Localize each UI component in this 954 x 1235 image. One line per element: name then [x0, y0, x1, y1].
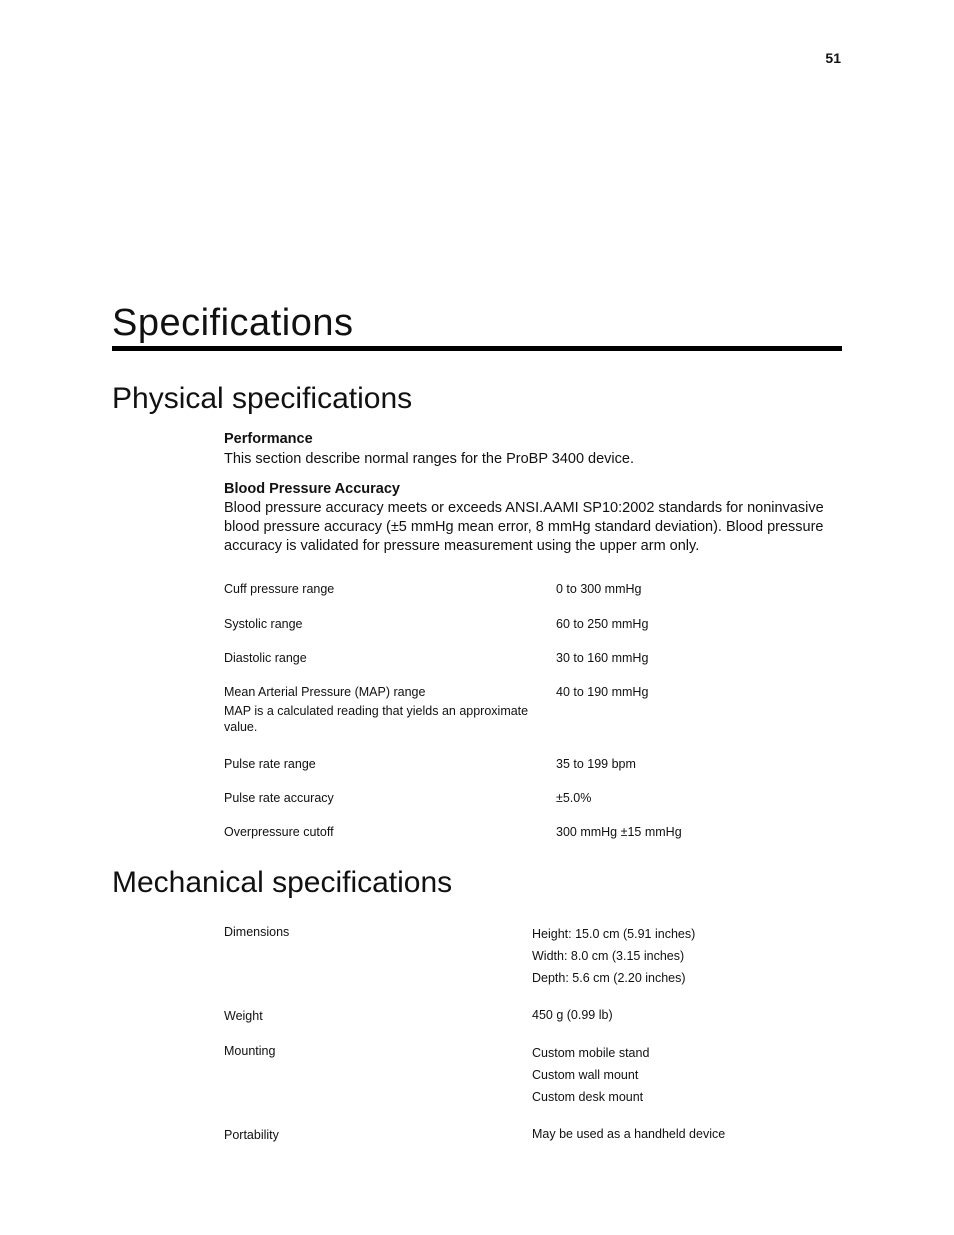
spec-label-cuff-pressure: Cuff pressure range [224, 582, 335, 596]
chapter-rule [112, 346, 842, 351]
physical-section-title: Physical specifications [112, 382, 413, 415]
spec-value-pulse-range: 35 to 199 bpm [556, 757, 636, 771]
spec-note-map: MAP is a calculated reading that yields an approximate value. [224, 704, 529, 734]
weight-value: 450 g (0.99 lb) [532, 1008, 613, 1022]
spec-value-cuff-pressure: 0 to 300 mmHg [556, 582, 642, 596]
dimension-depth: Depth: 5.6 cm (2.20 inches) [532, 971, 686, 985]
mech-label-weight: Weight [224, 1009, 263, 1023]
accuracy-text: Blood pressure accuracy meets or exceeds ANSI.AAMI SP10:2002 standards for noninvasive blood pressure accuracy (±5 mmHg mean error, 8 mmHg standard deviation). Blood pressure accuracy is validated for pressure measurement using the upper arm only. [224, 500, 824, 554]
mech-label-portability: Portability [224, 1128, 279, 1142]
portability-value: May be used as a handheld device [532, 1127, 726, 1141]
spec-label-diastolic: Diastolic range [224, 651, 307, 665]
spec-label-map: Mean Arterial Pressure (MAP) range [224, 685, 426, 699]
mounting-wall-mount: Custom wall mount [532, 1068, 639, 1082]
mounting-mobile-stand: Custom mobile stand [532, 1046, 650, 1060]
spec-value-diastolic: 30 to 160 mmHg [556, 651, 649, 665]
mounting-desk-mount: Custom desk mount [532, 1090, 644, 1104]
mech-label-mounting: Mounting [224, 1044, 276, 1058]
spec-value-map: 40 to 190 mmHg [556, 685, 649, 699]
page-number: 51 [825, 50, 841, 66]
chapter-title: Specifications [112, 302, 354, 344]
mech-value-mounting [532, 1042, 649, 1108]
spec-label-overpressure: Overpressure cutoff [224, 825, 334, 839]
spec-label-pulse-range: Pulse rate range [224, 757, 316, 771]
performance-text: This section describe normal ranges for the ProBP 3400 device. [224, 451, 634, 467]
accuracy-heading: Blood Pressure Accuracy [224, 481, 400, 497]
mech-value-dimensions [532, 923, 695, 989]
mech-value-portability [532, 1123, 725, 1145]
spec-value-systolic: 60 to 250 mmHg [556, 617, 649, 631]
dimension-height: Height: 15.0 cm (5.91 inches) [532, 927, 696, 941]
performance-heading: Performance [224, 431, 313, 447]
spec-label-systolic: Systolic range [224, 617, 303, 631]
spec-value-pulse-accuracy: ±5.0% [556, 791, 592, 805]
mechanical-section-title: Mechanical specifications [112, 866, 453, 899]
mech-label-dimensions: Dimensions [224, 925, 290, 939]
spec-label-pulse-accuracy: Pulse rate accuracy [224, 791, 334, 805]
spec-value-overpressure: 300 mmHg ±15 mmHg [556, 825, 682, 839]
mech-value-weight [532, 1004, 613, 1026]
dimension-width: Width: 8.0 cm (3.15 inches) [532, 949, 685, 963]
